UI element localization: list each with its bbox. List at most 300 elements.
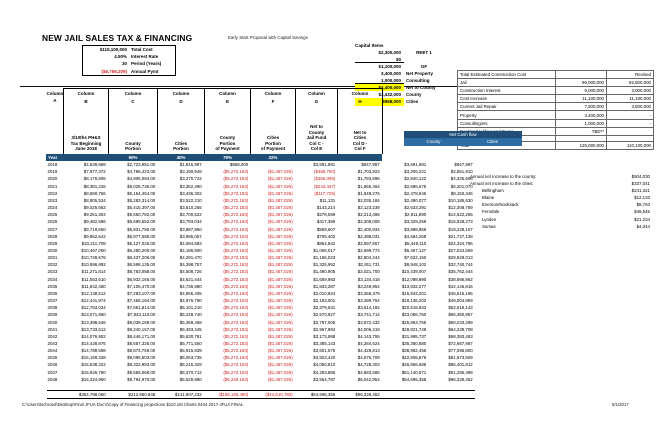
grid-column-description-line: Portion (125, 146, 141, 152)
grid-cell-cumulative-cities: $21,727,138 (448, 233, 473, 239)
construction-table-original-value: TBD** (556, 127, 607, 135)
grid-column-letter-a (47, 89, 64, 109)
table-row (47, 190, 476, 197)
grid-column-letter-row (47, 89, 476, 109)
grid-column-description-g (295, 108, 338, 154)
annual-net-increase-row (470, 208, 650, 215)
cost-summary-row (83, 46, 175, 53)
grid-cell-tax-revenue: $15,538,322 (81, 362, 106, 368)
grid-cell-cities-payment: ($1,487,026) (267, 262, 293, 268)
grid-column-description-b (64, 108, 109, 154)
grid-cell-cumulative-county: $3,691,981 (404, 162, 427, 168)
grid-cell-cities-payment: ($1,487,026) (267, 269, 293, 275)
grid-cell-county-portion: $5,283,314.00 (127, 197, 156, 203)
annual-net-increase-label: Sumas (482, 223, 496, 229)
grid-cell-county-portion: $6,932,166.00 (127, 276, 156, 282)
grid-cell-year: 2034 (47, 276, 58, 282)
table-row (47, 361, 476, 368)
table-row (47, 247, 476, 254)
grid-cell-tax-revenue: $8,805,524 (83, 197, 106, 203)
grid-cell-tax-revenue: $10,728,676 (81, 255, 106, 261)
grid-cell-tax-revenue: $8,590,756 (83, 190, 106, 196)
grid-cell-county-payment: ($5,272,183) (223, 290, 249, 296)
capital-item-label (404, 56, 444, 63)
table-row (47, 369, 476, 376)
grid-cell-cities-payment: ($1,487,026) (267, 255, 293, 261)
grid-cell-net-to-county: $2,570,927 (313, 312, 336, 318)
annual-net-increase-value: $21,234 (634, 216, 650, 222)
grid-column-letter-d (158, 89, 205, 109)
grid-cell-cities-payment: ($1,487,026) (267, 312, 293, 318)
grid-cell-year: 2048 (47, 376, 58, 382)
grid-cell-net-to-cities: $1,783,696 (357, 176, 380, 182)
grid-column-description-e (204, 108, 251, 154)
grid-cell-cities-payment: ($1,487,026) (267, 226, 293, 232)
construction-table-revised-value: - (607, 119, 654, 127)
capital-item-amount: $1,100,000 (378, 63, 401, 69)
grid-cell-county-payment: ($5,272,183) (223, 312, 249, 318)
grid-cell-net-to-county: $854,842 (316, 240, 336, 246)
grid-cell-cities-portion: $5,359,458 (179, 319, 202, 325)
annual-net-increase-value: $504,030 (631, 174, 650, 179)
net-cash-flow-county-header: County (426, 139, 441, 145)
grid-cell-net-to-cities: $3,134,418 (357, 276, 380, 282)
grid-cell-cumulative-county: $3,206,221 (404, 169, 427, 175)
grid-cell-year: 2035 (47, 283, 58, 289)
grid-cell-net-to-county: $2,967,984 (313, 326, 336, 332)
grid-cell-cities-portion: $4,736,980 (179, 283, 202, 289)
annual-net-increase-label: Lynden (482, 216, 497, 222)
grid-cell-cumulative-cities: $60,233,289 (448, 319, 473, 325)
grid-cell-cumulative-cities: $96,328,452 (448, 376, 473, 382)
annual-net-increase-row (470, 201, 650, 208)
construction-table-row (458, 119, 654, 127)
grid-column-description-line: Cities (266, 135, 280, 141)
grid-cell-cities-payment: ($1,487,026) (267, 348, 293, 354)
grid-cell-net-to-county: $4,283,885 (313, 369, 336, 375)
grid-cell-cumulative-county: $23,086,760 (401, 312, 427, 318)
construction-table-original-value: 11,100,000 (556, 95, 607, 103)
grid-cell-cities-portion: $4,084,683 (179, 240, 202, 246)
grid-cell-county-portion: $6,437,206.00 (127, 255, 156, 261)
construction-table-line-label: Current Jail Repair (458, 103, 556, 111)
grid-cell-tax-revenue: $8,176,806 (83, 176, 106, 182)
capital-item-amount: 1,000,000 (355, 77, 404, 84)
grid-cell-cities-payment: ($1,487,026) (267, 326, 293, 332)
grid-column-description-f (251, 108, 296, 154)
annual-net-increase-value: $241,321 (631, 188, 650, 194)
page-title: NEW JAIL SALES TAX & FINANCING (42, 33, 193, 43)
capital-item-amount: 3,400,000 (380, 70, 401, 76)
grid-total-cities-portion: $141,907,232 (158, 391, 205, 399)
grid-total-tax-revenue: $354,788,060 (64, 391, 109, 399)
grid-cell-cities-payment: ($1,487,026) (267, 341, 293, 346)
grid-percent-g (295, 154, 338, 162)
construction-table-col1-header (556, 71, 607, 79)
grid-total-county-payment: ($158,165,490) (204, 391, 251, 399)
grid-cell-cumulative-county: $2,596,675 (404, 183, 427, 189)
grid-cell-county-portion: $5,689,552.00 (127, 219, 156, 225)
grid-cell-net-to-county: ($485,760) (314, 169, 336, 175)
grid-cell-net-to-county: $1,325,952 (313, 262, 336, 268)
cost-summary-value: 4.50% (114, 54, 127, 60)
footer-file-path: C:\Users\tschroed\Desktop\Final JFUA Doc's\Copy of Financing projections $110.1M Charts 0404 2017-JFUA FINAL (22, 402, 244, 407)
grid-cell-county-payment: $968,000 (229, 162, 249, 168)
table-row (47, 290, 476, 297)
cost-summary-row (83, 53, 175, 60)
grid-cell-tax-revenue: $9,482,586 (83, 219, 106, 225)
construction-table-original-value: 96,000,000 (556, 79, 607, 87)
grid-cell-year: 2038 (47, 305, 58, 311)
grid-cell-net-to-cities: $4,006,419 (357, 326, 380, 332)
grid-cell-tax-revenue: $8,381,226 (83, 183, 106, 189)
grid-cell-cities-portion: $3,436,302 (179, 190, 202, 196)
grid-cell-net-to-county: $4,050,810 (313, 362, 336, 368)
grid-column-letter-glyph: D (179, 98, 183, 104)
grid-cell-county-payment: ($5,272,183) (223, 355, 249, 361)
grid-column-description-h (338, 108, 383, 154)
grid-cell-county-payment: ($5,272,183) (223, 305, 249, 311)
grid-total-year (47, 391, 64, 399)
table-row (47, 304, 476, 311)
grid-column-description-line: Col F (354, 146, 366, 152)
grid-column-letter-h (338, 89, 383, 109)
capital-item-amount: $968,000 (355, 98, 404, 105)
grid-cell-year: 2018 (47, 162, 58, 168)
grid-column-letter-g (295, 89, 338, 109)
grid-cell-net-to-cities: $1,949,276 (357, 190, 380, 196)
grid-cell-cities-payment: ($1,487,026) (267, 355, 293, 361)
grid-column-letter-word: Column (351, 91, 369, 96)
construction-table-original-value: 3,400,000 (556, 111, 607, 119)
grid-cell-cumulative-cities: $10,185,530 (448, 197, 473, 203)
grid-column-description-line: Net to (353, 129, 367, 135)
annual-net-increase-value: $12,133 (634, 195, 650, 201)
grid-cell-cumulative-county: $20,515,833 (401, 305, 427, 311)
grid-cell-cities-payment: ($1,487,026) (267, 376, 293, 382)
grid-cell-cumulative-county: $5,449,110 (404, 240, 427, 246)
annual-net-increase-row (470, 180, 650, 187)
annual-net-increase-row (470, 194, 650, 201)
grid-cell-net-to-cities: $4,728,303 (357, 362, 380, 368)
cost-summary-value: 30 (121, 61, 127, 67)
grid-cell-tax-revenue: $14,428,876 (81, 341, 106, 346)
construction-table-revised-value: - (607, 111, 654, 119)
grid-column-description-line: Tax Beginning (70, 140, 102, 146)
grid-cell-year: 2026 (47, 219, 58, 225)
grid-cell-year: 2041 (47, 326, 58, 332)
grid-cell-county-portion: $9,794,970.00 (127, 376, 156, 382)
grid-cell-net-to-county: ($243,447) (314, 183, 336, 189)
grid-cell-cities-portion: $5,630,781 (179, 333, 202, 339)
grid-cell-cities-payment: ($1,487,026) (267, 247, 293, 253)
grid-cell-cumulative-county: $35,380,880 (401, 341, 427, 346)
grid-cell-cumulative-county: $4,594,268 (404, 233, 427, 239)
grid-cell-tax-revenue: $13,398,646 (81, 319, 106, 325)
grid-cell-net-to-county: ($366,099) (314, 176, 336, 182)
grid-cell-net-to-county: $3,554,787 (313, 376, 336, 382)
grid-cell-cumulative-county: $38,982,456 (401, 348, 427, 354)
grid-cell-net-to-cities: $1,865,464 (357, 183, 380, 189)
capital-item-label: REET 1 (416, 49, 432, 55)
grid-cell-net-to-county: $278,599 (316, 212, 336, 218)
grid-cell-cumulative-county: $6,457,127 (404, 247, 427, 253)
grid-cell-cities-payment: ($1,487,026) (267, 276, 293, 282)
grid-cell-tax-revenue: $13,733,612 (81, 326, 106, 332)
capital-item-label: Consulting (406, 78, 430, 84)
grid-cell-county-portion: $8,873,759.00 (127, 348, 156, 354)
table-row (47, 197, 476, 204)
construction-table-line-label: Property (458, 111, 556, 119)
grid-column-description-line: County (219, 135, 236, 141)
grid-cell-net-to-cities: $1,703,923 (357, 169, 380, 175)
grid-cell-cities-portion: $4,976,790 (179, 298, 202, 304)
grid-cell-cumulative-county: $8,948,102 (404, 262, 427, 268)
grid-cell-county-portion: $4,906,084.00 (127, 176, 156, 182)
grid-column-description-line: Col C - (309, 140, 324, 146)
grid-description-row (47, 108, 476, 154)
capital-items-title: Capital Items (355, 43, 384, 48)
grid-cell-cumulative-cities: $16,828,273 (448, 219, 473, 225)
grid-cell-year: 2040 (47, 319, 58, 325)
grid-cell-cities-payment: ($1,487,026) (267, 197, 293, 203)
grid-cell-year: 2036 (47, 290, 58, 296)
annual-net-increase-label: Annual net increase to the cities: (470, 181, 534, 187)
grid-cell-cities-portion: $4,291,470 (179, 255, 202, 261)
grid-percent-e: 78% (204, 154, 251, 162)
grid-cell-tax-revenue: $14,789,598 (81, 348, 106, 354)
grid-cell-tax-revenue: $12,441,974 (81, 298, 106, 304)
grid-cell-county-payment: ($5,272,183) (223, 362, 249, 368)
grid-cell-year: 2037 (47, 298, 58, 304)
grid-cell-net-to-county: $1,659,983 (313, 276, 336, 282)
grid-cell-net-to-county: $3,173,988 (313, 333, 336, 339)
capital-item-label: Net to County (406, 85, 436, 91)
grid-cell-cumulative-county: $46,856,686 (401, 362, 427, 368)
grid-cell-cities-payment: ($1,487,026) (267, 212, 293, 218)
grid-cell-cumulative-cities: $45,515,195 (448, 290, 473, 296)
grid-column-letter-glyph: G (314, 98, 319, 104)
grid-column-letter-c (108, 89, 158, 109)
grid-cell-county-portion: $4,786,423.00 (127, 169, 156, 175)
grid-cell-county-portion: $9,095,603.00 (127, 355, 156, 361)
table-row (47, 204, 476, 211)
grid-cell-cumulative-county: $13,932,277 (401, 283, 427, 289)
annual-net-increase-label: Everson/Nooksack (482, 202, 519, 208)
grid-cell-year: 2046 (47, 362, 58, 368)
grid-cell-cities-portion: $3,270,722 (179, 176, 202, 182)
grid-cell-county-payment: ($5,272,183) (223, 348, 249, 354)
grid-column-letter-glyph: B (84, 98, 88, 104)
grid-cell-net-to-county: $2,193,001 (313, 298, 336, 304)
construction-table-line-label: Consulting/etc (458, 119, 556, 127)
grid-cell-net-to-cities: $3,368,379 (357, 290, 380, 296)
grid-column-description-line: Portion (219, 140, 236, 146)
construction-table-row (458, 79, 654, 87)
grid-cell-cities-portion: $3,190,949 (179, 169, 202, 175)
table-row (47, 233, 476, 240)
grid-cell-tax-revenue: $10,211,708 (81, 240, 106, 246)
grid-cell-cumulative-cities: $35,762,444 (448, 269, 473, 275)
grid-cell-cumulative-county: $28,821,749 (401, 326, 427, 332)
grid-cell-cities-payment: ($1,487,026) (267, 290, 293, 296)
grid-cell-cities-payment: ($1,487,026) (267, 190, 293, 196)
grid-cell-cities-payment: ($1,487,026) (267, 283, 293, 289)
grid-cell-county-portion: $5,028,736.00 (127, 183, 156, 189)
grid-cell-year: 2023 (47, 197, 58, 203)
grid-cell-net-to-county: $2,767,005 (313, 319, 336, 325)
grid-cell-cumulative-cities: $24,324,795 (448, 240, 473, 246)
annual-net-increase-label: Ferndale (482, 209, 500, 215)
grid-cell-county-portion: $6,763,088.00 (127, 269, 156, 275)
grid-cell-county-portion: $7,283,107.00 (127, 290, 156, 296)
annual-net-increase-row (470, 223, 650, 230)
grid-column-letter-word: Column (308, 91, 325, 96)
grid-cell-cumulative-county: $25,853,765 (401, 319, 427, 325)
grid-cell-net-to-cities: $4,576,709 (357, 355, 380, 361)
cost-summary-row (83, 60, 175, 67)
capital-item-label: Cities (406, 99, 419, 105)
table-row (47, 297, 476, 304)
grid-cell-cities-portion: $4,398,757 (179, 262, 202, 268)
grid-cell-county-payment: ($5,272,183) (223, 283, 249, 289)
grid-cell-tax-revenue: $14,076,952 (81, 333, 106, 339)
grid-cell-net-to-cities: $2,597,657 (357, 240, 380, 246)
grid-cell-year: 2047 (47, 369, 58, 375)
grid-cell-net-to-county: $11,131 (319, 197, 336, 203)
table-row (47, 168, 476, 175)
grid-column-description-line: County (125, 140, 141, 146)
construction-table-row (458, 103, 654, 111)
grid-total-net-to-county: $54,695,358 (295, 391, 338, 399)
grid-cell-tax-revenue: $13,071,850 (81, 312, 106, 318)
grid-cell-cities-payment: ($1,487,026) (267, 169, 293, 175)
grid-cell-cities-portion: $6,370,712 (179, 369, 202, 375)
grid-cell-county-portion: $2,723,981.00 (127, 162, 156, 168)
annual-net-increase-label: Annual net increase to the county: (470, 174, 537, 179)
financing-projection-grid (46, 88, 475, 399)
table-row (47, 226, 476, 233)
grid-column-letter-glyph: H (358, 98, 362, 104)
grid-cell-cumulative-cities: $32,740,744 (448, 262, 473, 268)
grid-cell-tax-revenue: $11,271,814 (81, 269, 106, 275)
grid-cell-net-to-cities: $2,123,239 (357, 205, 380, 211)
grid-cell-county-payment: ($5,272,183) (223, 319, 249, 325)
grid-percent-c: 60% (108, 154, 158, 162)
grid-cell-county-portion: $8,240,167.00 (127, 326, 156, 332)
grid-cell-cities-portion: $5,771,550 (179, 341, 202, 346)
net-cash-flow-cities-header: Cities (487, 139, 498, 145)
cost-summary-value: ($6,759,209) (101, 68, 127, 74)
grid-cell-tax-revenue: $4,539,968 (83, 162, 106, 168)
grid-cell-cities-payment: ($1,487,026) (267, 219, 293, 225)
grid-cell-cumulative-cities: $49,004,959 (448, 298, 473, 304)
table-row (47, 347, 476, 354)
grid-cell-cumulative-county: $42,805,876 (401, 355, 427, 361)
grid-column-letter-glyph: F (271, 98, 275, 104)
grid-cell-cumulative-county: $54,695,358 (401, 376, 427, 382)
grid-cell-year: 2030 (47, 247, 58, 253)
grid-cell-county-payment: ($5,272,183) (223, 176, 249, 182)
table-row (47, 376, 476, 383)
grid-column-letter-f (251, 89, 296, 109)
grid-cell-net-to-county: $2,379,631 (313, 305, 336, 311)
grid-cell-county-payment: ($5,272,183) (223, 197, 249, 203)
grid-cell-cumulative-cities: $2,551,910 (450, 169, 473, 175)
grid-cell-county-payment: ($5,272,183) (223, 183, 249, 189)
grid-cell-cities-payment: ($1,487,026) (267, 183, 293, 189)
table-row (47, 326, 476, 333)
grid-cell-net-to-cities: $3,249,954 (357, 283, 380, 289)
grid-cell-county-portion: $5,831,790.00 (127, 226, 156, 232)
construction-table-line-label: Construction Interest (458, 87, 556, 95)
grid-cell-county-payment: ($6,240,183) (223, 376, 249, 382)
table-row (47, 211, 476, 218)
construction-table-revised-value: 3,500,000 (607, 103, 654, 111)
grid-cell-tax-revenue: $7,977,372 (83, 169, 106, 175)
grid-cell-county-payment: ($5,272,183) (223, 326, 249, 332)
table-row (47, 283, 476, 290)
construction-table-title: Total Estimated Construction Cost (458, 71, 556, 79)
grid-cell-cumulative-cities: $56,360,857 (448, 312, 473, 318)
grid-cell-county-payment: ($5,272,183) (223, 240, 249, 246)
grid-column-letter-word: Column (46, 90, 64, 96)
grid-cell-net-to-cities: $4,143,755 (357, 333, 380, 339)
grid-cell-county-payment: ($5,272,183) (223, 190, 249, 196)
grid-cell-net-to-cities: $4,883,686 (357, 369, 380, 375)
grid-cell-cities-portion: $5,915,839 (179, 348, 202, 354)
annual-net-increase-value: $49,545 (634, 209, 650, 215)
grid-column-letter-glyph: E (225, 98, 229, 104)
grid-column-letter-b (64, 89, 109, 109)
footer-date: 5/1/2017 (612, 402, 629, 407)
grid-cell-tax-revenue: $10,467,000 (81, 247, 106, 253)
grid-cell-cities-portion: $4,186,800 (179, 247, 202, 253)
grid-cell-county-payment: ($5,272,183) (223, 276, 249, 282)
capital-item-row (355, 77, 444, 84)
grid-cell-county-payment: ($5,272,183) (223, 212, 249, 218)
grid-cell-cumulative-county: $15,943,201 (401, 290, 427, 296)
grid-cell-year: 2029 (47, 240, 58, 246)
grid-cell-net-to-county: $3,385,143 (313, 341, 336, 346)
grid-cell-cumulative-cities: $52,619,143 (448, 305, 473, 311)
grid-cell-county-portion: $6,280,200.00 (127, 247, 156, 253)
grid-cell-year: 2027 (47, 226, 58, 232)
grid-cell-cumulative-cities: $38,896,862 (448, 276, 473, 282)
construction-table-revised-value: 3,000,000 (607, 87, 654, 95)
grid-cell-cumulative-cities: $72,667,987 (448, 341, 473, 346)
grid-cell-county-portion: $6,127,025.00 (127, 240, 156, 246)
annual-net-increase-row (470, 173, 650, 180)
grid-cell-county-portion: $5,154,454.00 (127, 190, 156, 196)
grid-cell-tax-revenue: $12,753,024 (81, 305, 106, 311)
grid-cell-county-payment: ($5,272,183) (223, 298, 249, 304)
grid-column-description-line: Col D - (352, 140, 368, 146)
construction-table-row (458, 111, 654, 119)
grid-cell-net-to-cities: $2,498,031 (357, 233, 380, 239)
grid-cell-net-to-cities: $2,213,496 (357, 212, 380, 218)
grid-percent-b (64, 154, 109, 162)
grid-cell-county-portion: $8,657,326.00 (127, 341, 156, 346)
grid-cell-tax-revenue: $15,159,338 (81, 355, 106, 361)
grid-column-description-line: Net to (310, 124, 323, 130)
grid-cell-cumulative-county: $7,622,150 (404, 255, 427, 261)
grid-cell-cumulative-county: $3,329,259 (404, 219, 427, 225)
grid-cell-cumulative-county: $18,136,202 (401, 298, 427, 304)
grid-cell-net-to-cities: $3,021,700 (357, 269, 380, 275)
grid-cell-cumulative-county: $2,840,122 (404, 176, 427, 182)
grid-cell-cumulative-cities: $27,024,569 (448, 247, 473, 253)
